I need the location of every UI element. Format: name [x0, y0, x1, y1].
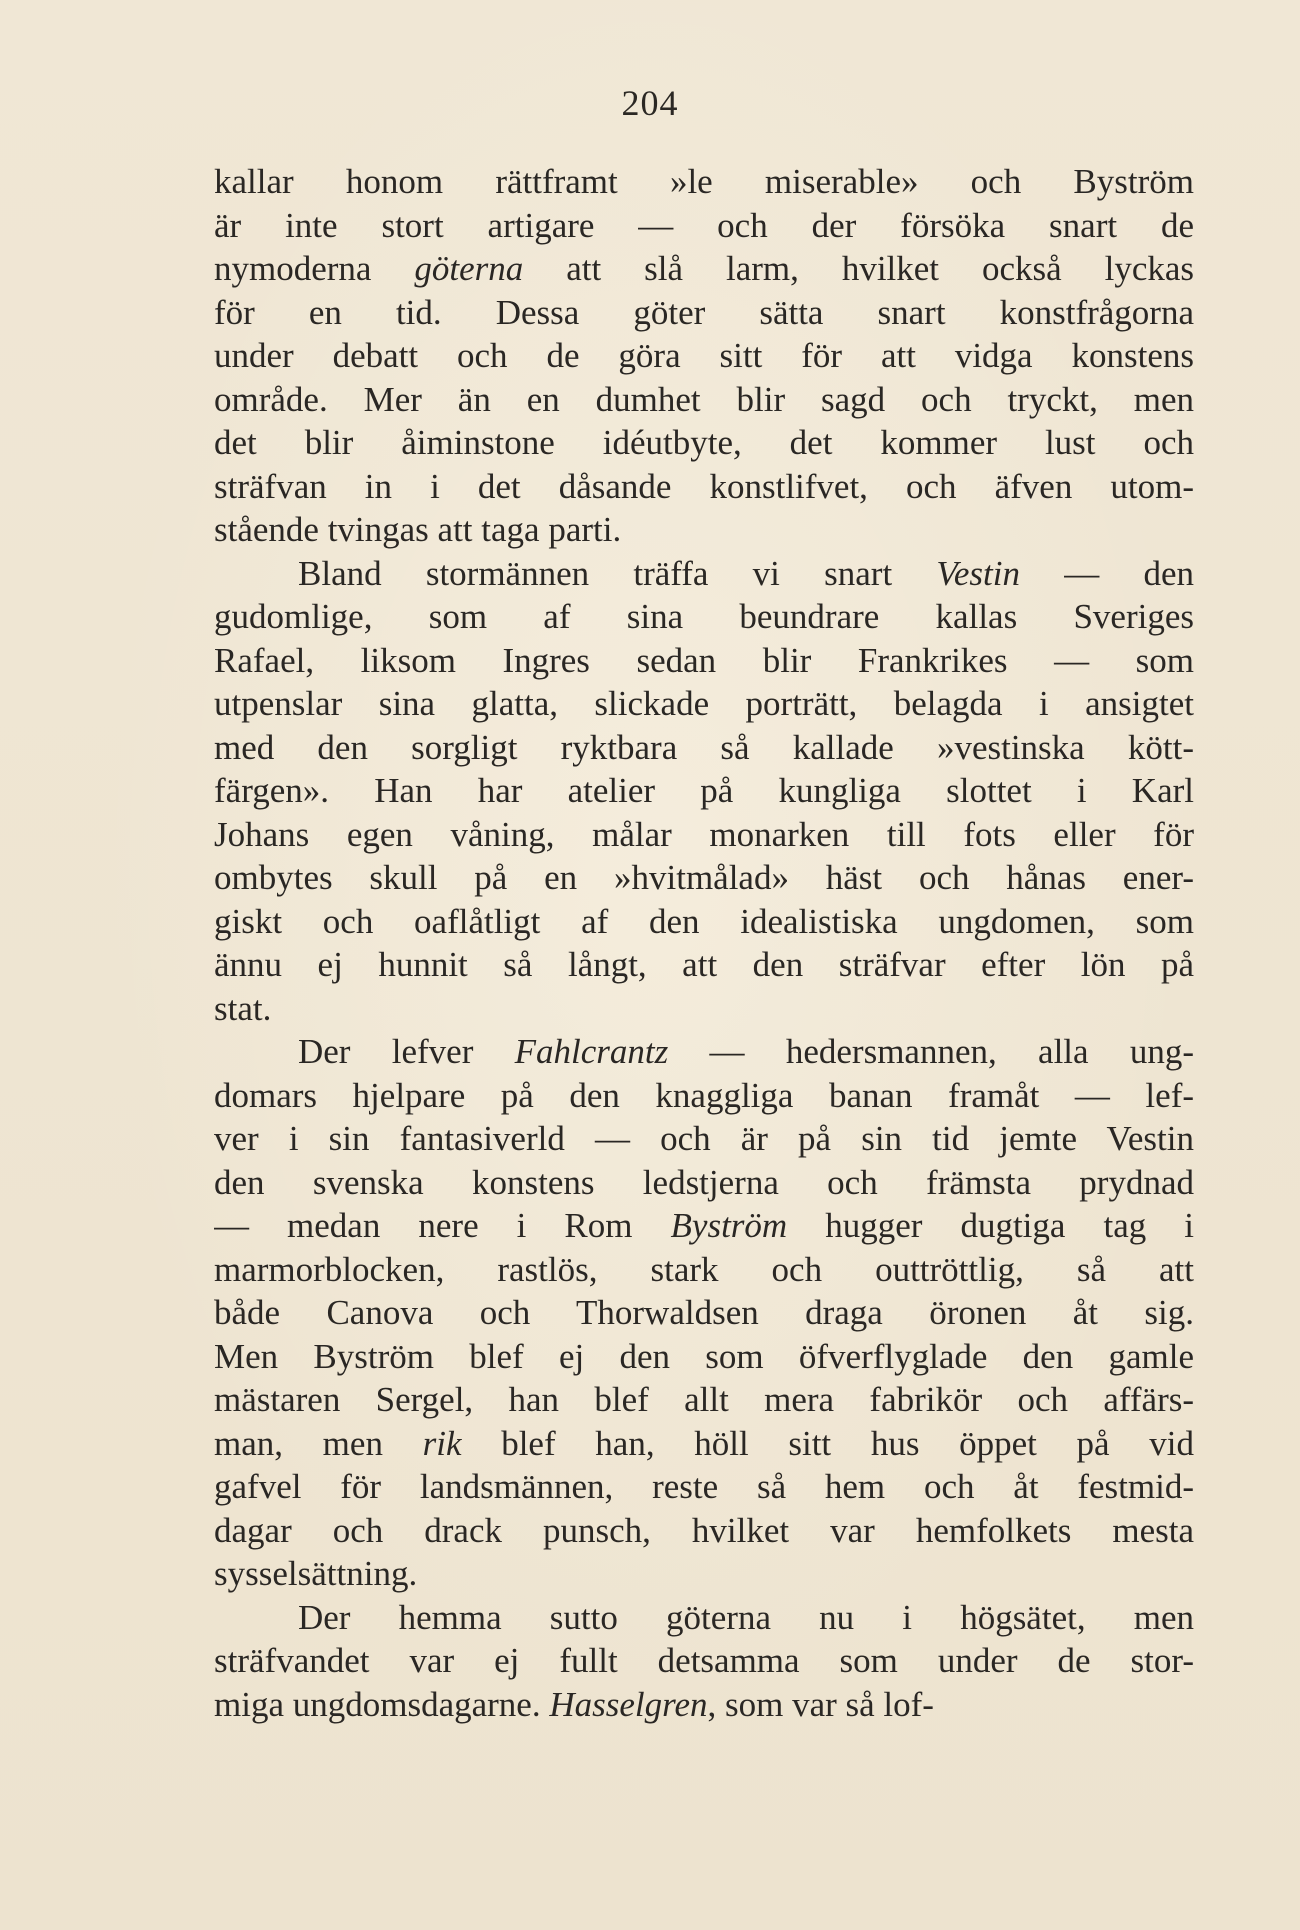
text-segment: ännu ej hunnit så långt, att den sträfvar efter lön på: [214, 945, 1194, 984]
text-segment: Men Byström blef ej den som öfverflyglade den gamle: [214, 1336, 1194, 1376]
paragraph: [214, 1596, 1194, 1727]
text-segment: blef han, höll sitt hus öppet på vid: [461, 1423, 1194, 1463]
text-segment: gafvel för landsmännen, reste så hem och åt festmid-: [214, 1467, 1194, 1506]
text-line: [214, 334, 1194, 378]
text-line: [214, 1074, 1194, 1118]
text-segment: miga ungdomsdagarne.: [214, 1684, 550, 1724]
text-line: [214, 247, 1194, 291]
text-line: [214, 813, 1194, 857]
text-segment: Der hemma sutto göterna nu i högsätet, men: [298, 1597, 1194, 1637]
text-segment: under debatt och de göra sitt för att vidga konstens: [214, 336, 1194, 375]
text-line: [214, 465, 1194, 509]
text-line: [214, 421, 1194, 465]
text-segment: sysselsättning.: [214, 1554, 418, 1593]
text-segment: hugger dugtiga tag i: [787, 1206, 1194, 1245]
text-segment: Johans egen våning, målar monarken till fots eller för: [214, 814, 1194, 854]
text-segment: Der lefver: [298, 1032, 515, 1071]
paragraph: [214, 160, 1194, 552]
text-segment: är inte stort artigare — och der försöka snart de: [214, 205, 1194, 245]
text-segment: dagar och drack punsch, hvilket var hemfolkets mesta: [214, 1510, 1194, 1550]
text-line: [214, 1422, 1194, 1466]
text-segment: sträfvandet var ej fullt detsamma som under de stor-: [214, 1641, 1194, 1680]
text-line: [214, 1117, 1194, 1161]
body-text: [214, 160, 1194, 1726]
text-segment: utpenslar sina glatta, slickade porträtt, belagda i ansigtet: [214, 684, 1194, 723]
text-segment: med den sorgligt ryktbara så kallade »vestinska kött-: [214, 727, 1194, 767]
text-segment: det blir åiminstone idéutbyte, det kommer lust och: [214, 423, 1194, 462]
italic-name: rik: [422, 1423, 462, 1463]
italic-name: Vestin: [936, 553, 1020, 593]
text-line: [214, 595, 1194, 639]
italic-name: Hasselgren: [549, 1684, 708, 1724]
text-segment: — den: [1020, 553, 1194, 593]
text-segment: nymoderna: [214, 249, 415, 288]
text-segment: giskt och oaflåtligt af den idealistiska ungdomen, som: [214, 901, 1194, 941]
text-segment: marmorblocken, rastlös, stark och outtröttlig, så att: [214, 1249, 1194, 1289]
text-line: [214, 1161, 1194, 1205]
text-line: [214, 769, 1194, 813]
italic-name: Fahlcrantz: [514, 1032, 669, 1071]
text-segment: område. Mer än en dumhet blir sagd och tryckt, men: [214, 379, 1194, 419]
text-segment: Bland stormännen träffa vi snart: [298, 553, 937, 593]
paragraph: [214, 552, 1194, 1031]
text-line: [214, 552, 1194, 596]
text-segment: ver i sin fantasiverld — och är på sin tid jemte Vestin: [214, 1119, 1194, 1158]
text-line: [214, 1683, 1194, 1727]
text-line: [214, 1596, 1194, 1640]
text-line: [214, 682, 1194, 726]
text-line: [214, 508, 1194, 552]
page-number: 204: [621, 83, 679, 123]
text-segment: — medan nere i Rom: [214, 1206, 671, 1245]
text-segment: både Canova och Thorwaldsen draga öronen åt sig.: [214, 1293, 1194, 1332]
text-line: [214, 1465, 1194, 1509]
text-line: [214, 1335, 1194, 1379]
text-segment: domars hjelpare på den knaggliga banan framåt — lef-: [214, 1075, 1194, 1115]
text-segment: kallar honom rättframt »le miserable» och Byström: [214, 162, 1194, 201]
text-line: [214, 1291, 1194, 1335]
text-segment: färgen». Han har atelier på kungliga slottet i Karl: [214, 771, 1194, 810]
text-segment: stat.: [214, 988, 272, 1028]
text-line: [214, 1378, 1194, 1422]
text-segment: ombytes skull på en »hvitmålad» häst och hånas ener-: [214, 858, 1194, 897]
text-line: [214, 291, 1194, 335]
text-line: [214, 900, 1194, 944]
text-line: [214, 856, 1194, 900]
text-line: [214, 1248, 1194, 1292]
text-segment: — hedersmannen, alla ung-: [668, 1032, 1194, 1071]
italic-name: Byström: [670, 1206, 788, 1245]
text-line: [214, 1552, 1194, 1596]
text-segment: , som var så lof-: [707, 1684, 934, 1724]
text-segment: för en tid. Dessa göter sätta snart konstfrågorna: [214, 292, 1194, 332]
text-line: [214, 943, 1194, 987]
text-line: [214, 1030, 1194, 1074]
text-line: [214, 1509, 1194, 1553]
italic-name: göterna: [414, 249, 524, 288]
text-line: [214, 204, 1194, 248]
text-segment: att slå larm, hvilket också lyckas: [523, 249, 1194, 288]
paragraph: [214, 1030, 1194, 1596]
text-segment: stående tvingas att taga parti.: [214, 510, 622, 549]
text-segment: man, men: [214, 1423, 423, 1463]
text-line: [214, 1204, 1194, 1248]
text-segment: mästaren Sergel, han blef allt mera fabrikör och affärs-: [214, 1380, 1194, 1419]
text-line: [214, 160, 1194, 204]
text-line: [214, 378, 1194, 422]
text-segment: sträfvan in i det dåsande konstlifvet, och äfven utom-: [214, 466, 1194, 506]
text-line: [214, 639, 1194, 683]
text-line: [214, 1639, 1194, 1683]
text-line: [214, 987, 1194, 1031]
text-segment: Rafael, liksom Ingres sedan blir Frankrikes — som: [214, 640, 1194, 680]
text-segment: den svenska konstens ledstjerna och främsta prydnad: [214, 1162, 1194, 1202]
text-segment: gudomlige, som af sina beundrare kallas Sveriges: [214, 597, 1194, 636]
text-line: [214, 726, 1194, 770]
